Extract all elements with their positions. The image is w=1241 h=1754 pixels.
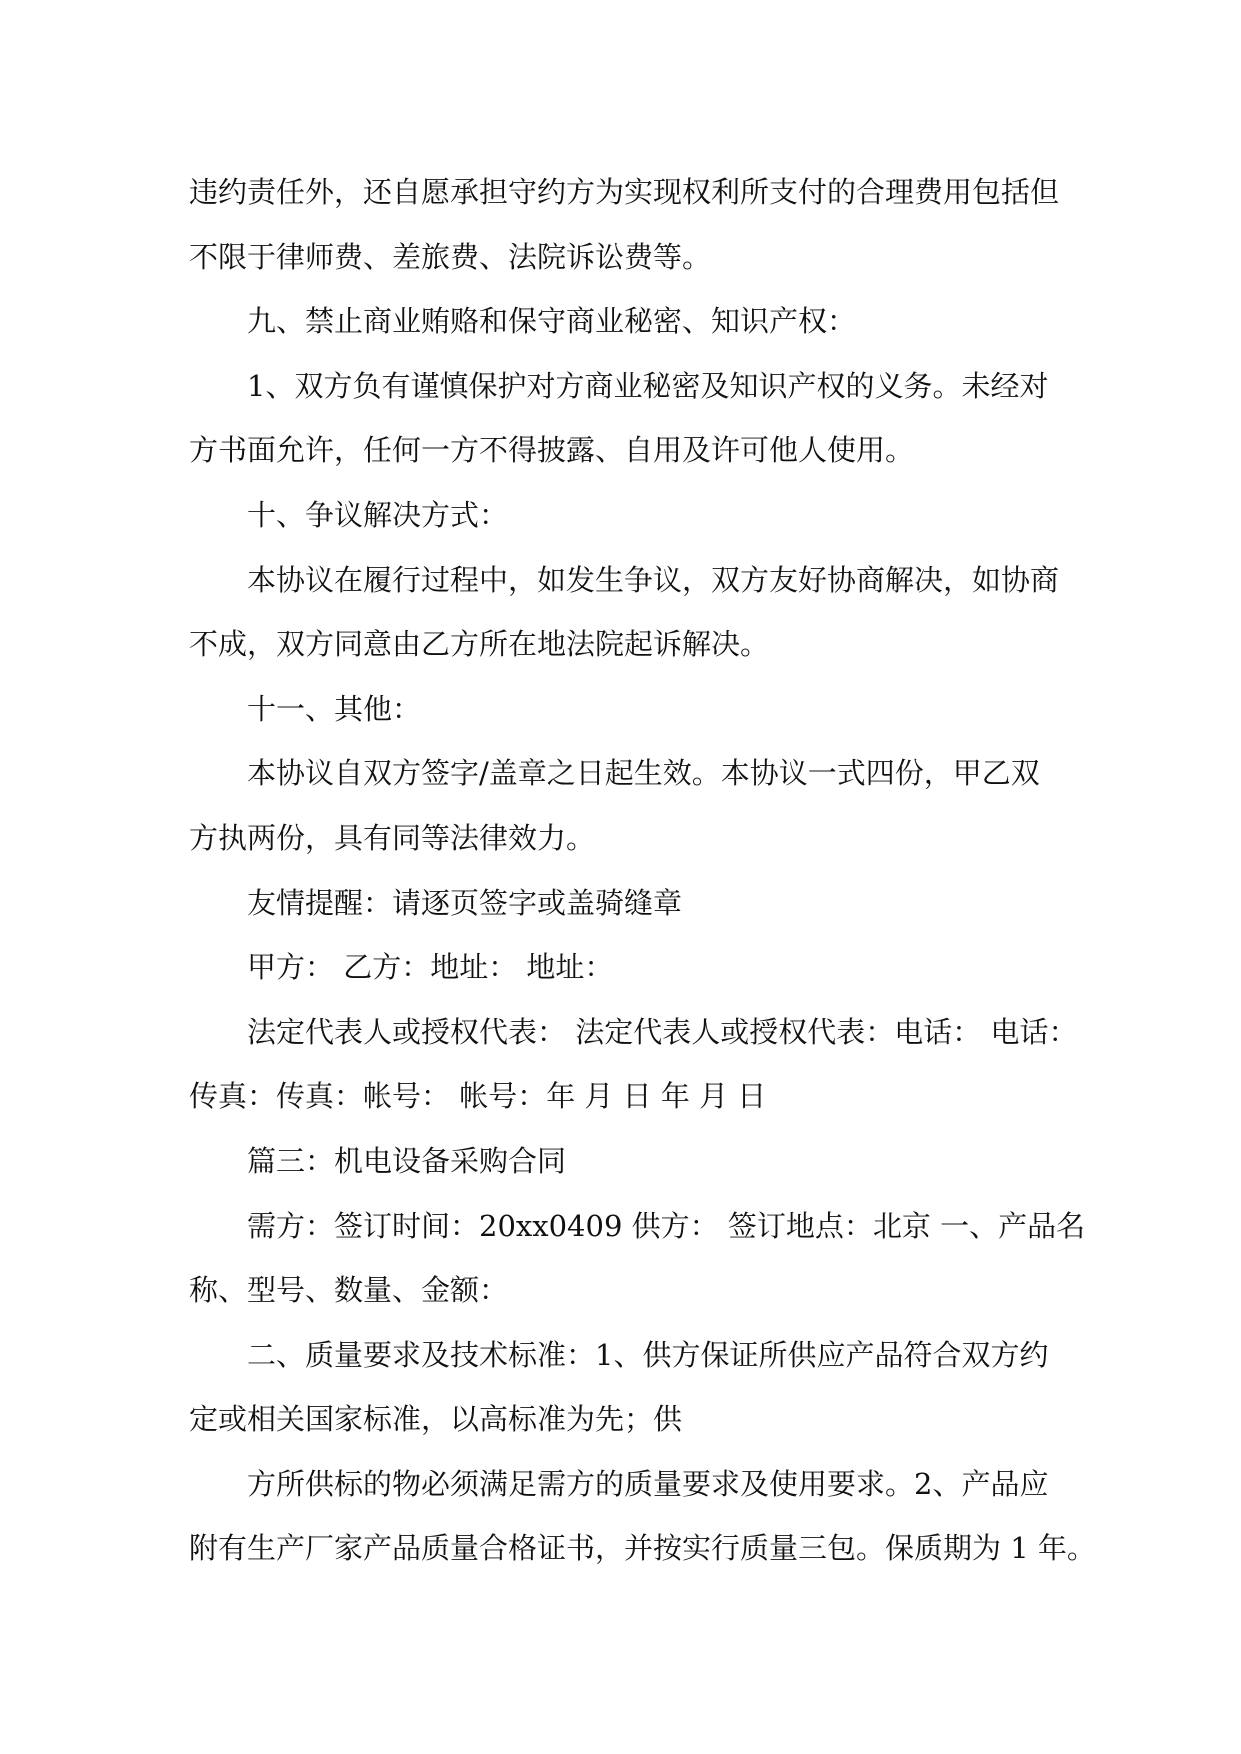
paragraph-line: 称、型号、数量、金额：: [189, 1273, 509, 1308]
paragraph-line: 定或相关国家标准，以高标准为先；供: [189, 1402, 683, 1437]
paragraph-line: 本协议自双方签字/盖章之日起生效。本协议一式四份，甲乙双: [247, 756, 1040, 791]
paragraph-line: 不限于律师费、差旅费、法院诉讼费等。: [189, 239, 712, 274]
paragraph-line: 1、双方负有谨慎保护对方商业秘密及知识产权的义务。未经对: [247, 368, 1049, 403]
paragraph-line: 方书面允许，任何一方不得披露、自用及许可他人使用。: [189, 433, 915, 468]
section-heading: 十、争议解决方式：: [247, 497, 509, 532]
signature-line: 甲方： 乙方：地址： 地址：: [247, 950, 614, 985]
signature-line: 传真：传真：帐号： 帐号：年 月 日 年 月 日: [189, 1079, 767, 1114]
paragraph-line: 附有生产厂家产品质量合格证书，并按实行质量三包。保质期为 1 年。: [189, 1531, 1096, 1566]
paragraph-line: 二、质量要求及技术标准：1、供方保证所供应产品符合双方约: [247, 1337, 1049, 1372]
paragraph-line: 需方：签订时间：20xx0409 供方： 签订地点：北京 一、产品名: [247, 1208, 1086, 1243]
section-heading: 九、禁止商业贿赂和保守商业秘密、知识产权：: [247, 304, 857, 339]
signature-line: 法定代表人或授权代表： 法定代表人或授权代表：电话： 电话：: [247, 1014, 1078, 1049]
paragraph-line: 方执两份，具有同等法律效力。: [189, 820, 596, 855]
document-body: [189, 160, 1096, 1581]
paragraph-line: 本协议在履行过程中，如发生争议，双方友好协商解决，如协商: [247, 562, 1060, 597]
reminder-line: 友情提醒：请逐页签字或盖骑缝章: [247, 885, 683, 920]
paragraph-line: 违约责任外，还自愿承担守约方为实现权利所支付的合理费用包括但: [189, 175, 1060, 209]
paragraph-line: 方所供标的物必须满足需方的质量要求及使用要求。2、产品应: [247, 1466, 1049, 1501]
paragraph-line: 不成，双方同意由乙方所在地法院起诉解决。: [189, 627, 770, 662]
chapter-title: 篇三：机电设备采购合同: [247, 1143, 567, 1178]
section-heading: 十一、其他：: [247, 691, 422, 726]
